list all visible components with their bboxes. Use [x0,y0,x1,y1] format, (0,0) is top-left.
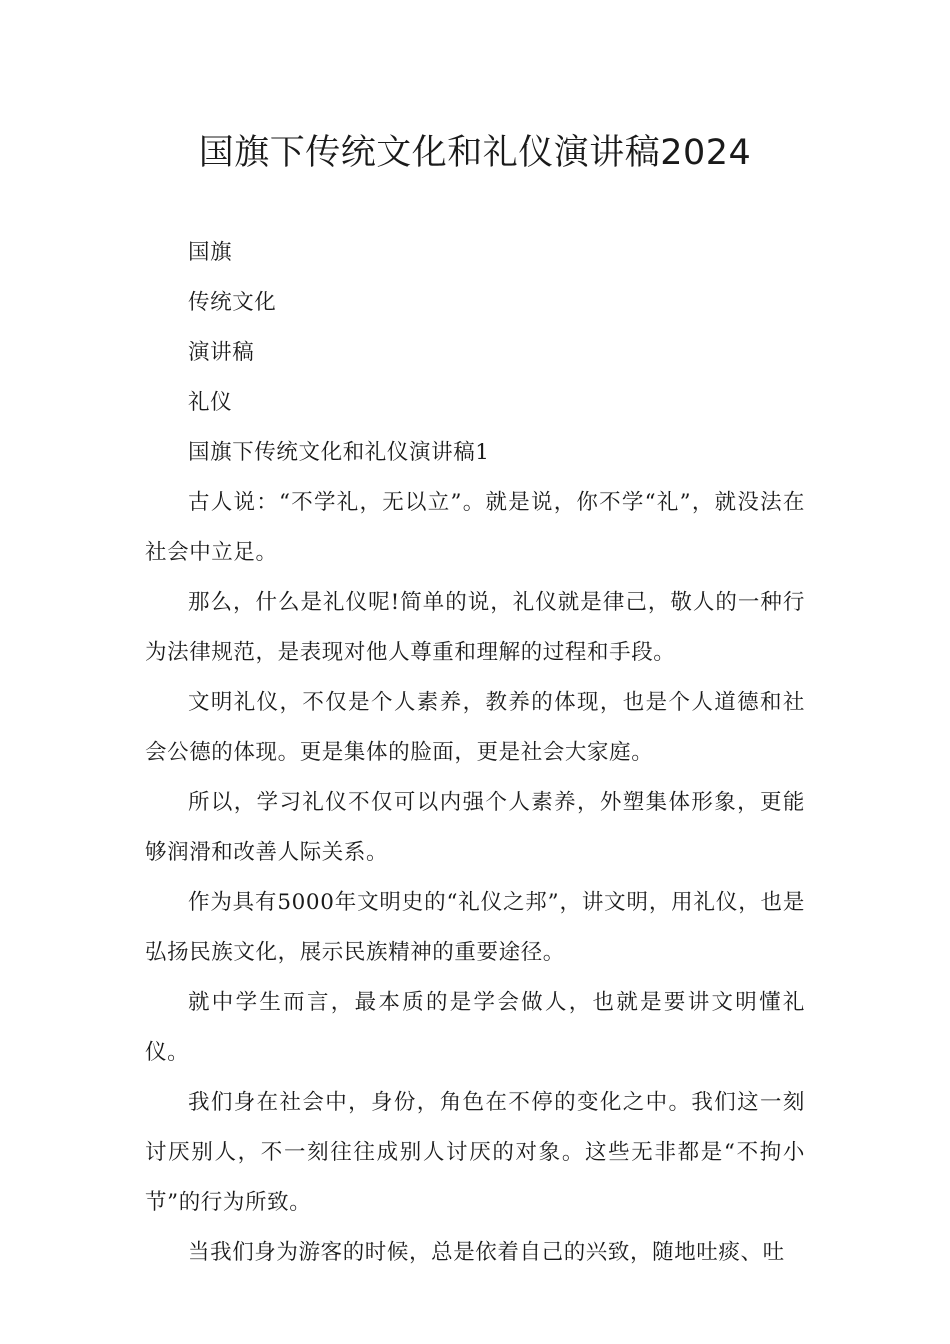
paragraph: 文明礼仪，不仅是个人素养，教养的体现，也是个人道德和社会公德的体现。更是集体的脸面，更是社会大家庭。 [145,690,805,765]
section-heading: 国旗下传统文化和礼仪演讲稿1 [188,440,490,465]
keyword-line: 礼仪 [188,390,233,415]
paragraph: 作为具有5000年文明史的“礼仪之邦”，讲文明，用礼仪，也是弘扬民族文化，展示民族精神的重要途径。 [145,890,805,965]
paragraph: 就中学生而言，最本质的是学会做人，也就是要讲文明懂礼仪。 [145,990,805,1065]
document-body [145,228,805,1278]
paragraph: 那么，什么是礼仪呢!简单的说，礼仪就是律己，敬人的一种行为法律规范，是表现对他人尊重和理解的过程和手段。 [145,590,805,665]
paragraph: 古人说：“不学礼，无以立”。就是说，你不学“礼”，就没法在社会中立足。 [145,490,805,565]
document-title: 国旗下传统文化和礼仪演讲稿2024 [198,133,752,173]
paragraph: 我们身在社会中，身份，角色在不停的变化之中。我们这一刻讨厌别人，不一刻往往成别人讨厌的对象。这些无非都是“不拘小节”的行为所致。 [145,1090,805,1215]
keyword-line: 演讲稿 [188,340,255,365]
keyword-line: 国旗 [188,240,233,265]
keyword-line: 传统文化 [188,290,277,315]
paragraph: 所以，学习礼仪不仅可以内强个人素养，外塑集体形象，更能够润滑和改善人际关系。 [145,790,805,865]
paragraph: 当我们身为游客的时候，总是依着自己的兴致，随地吐痰、吐 [188,1240,785,1265]
